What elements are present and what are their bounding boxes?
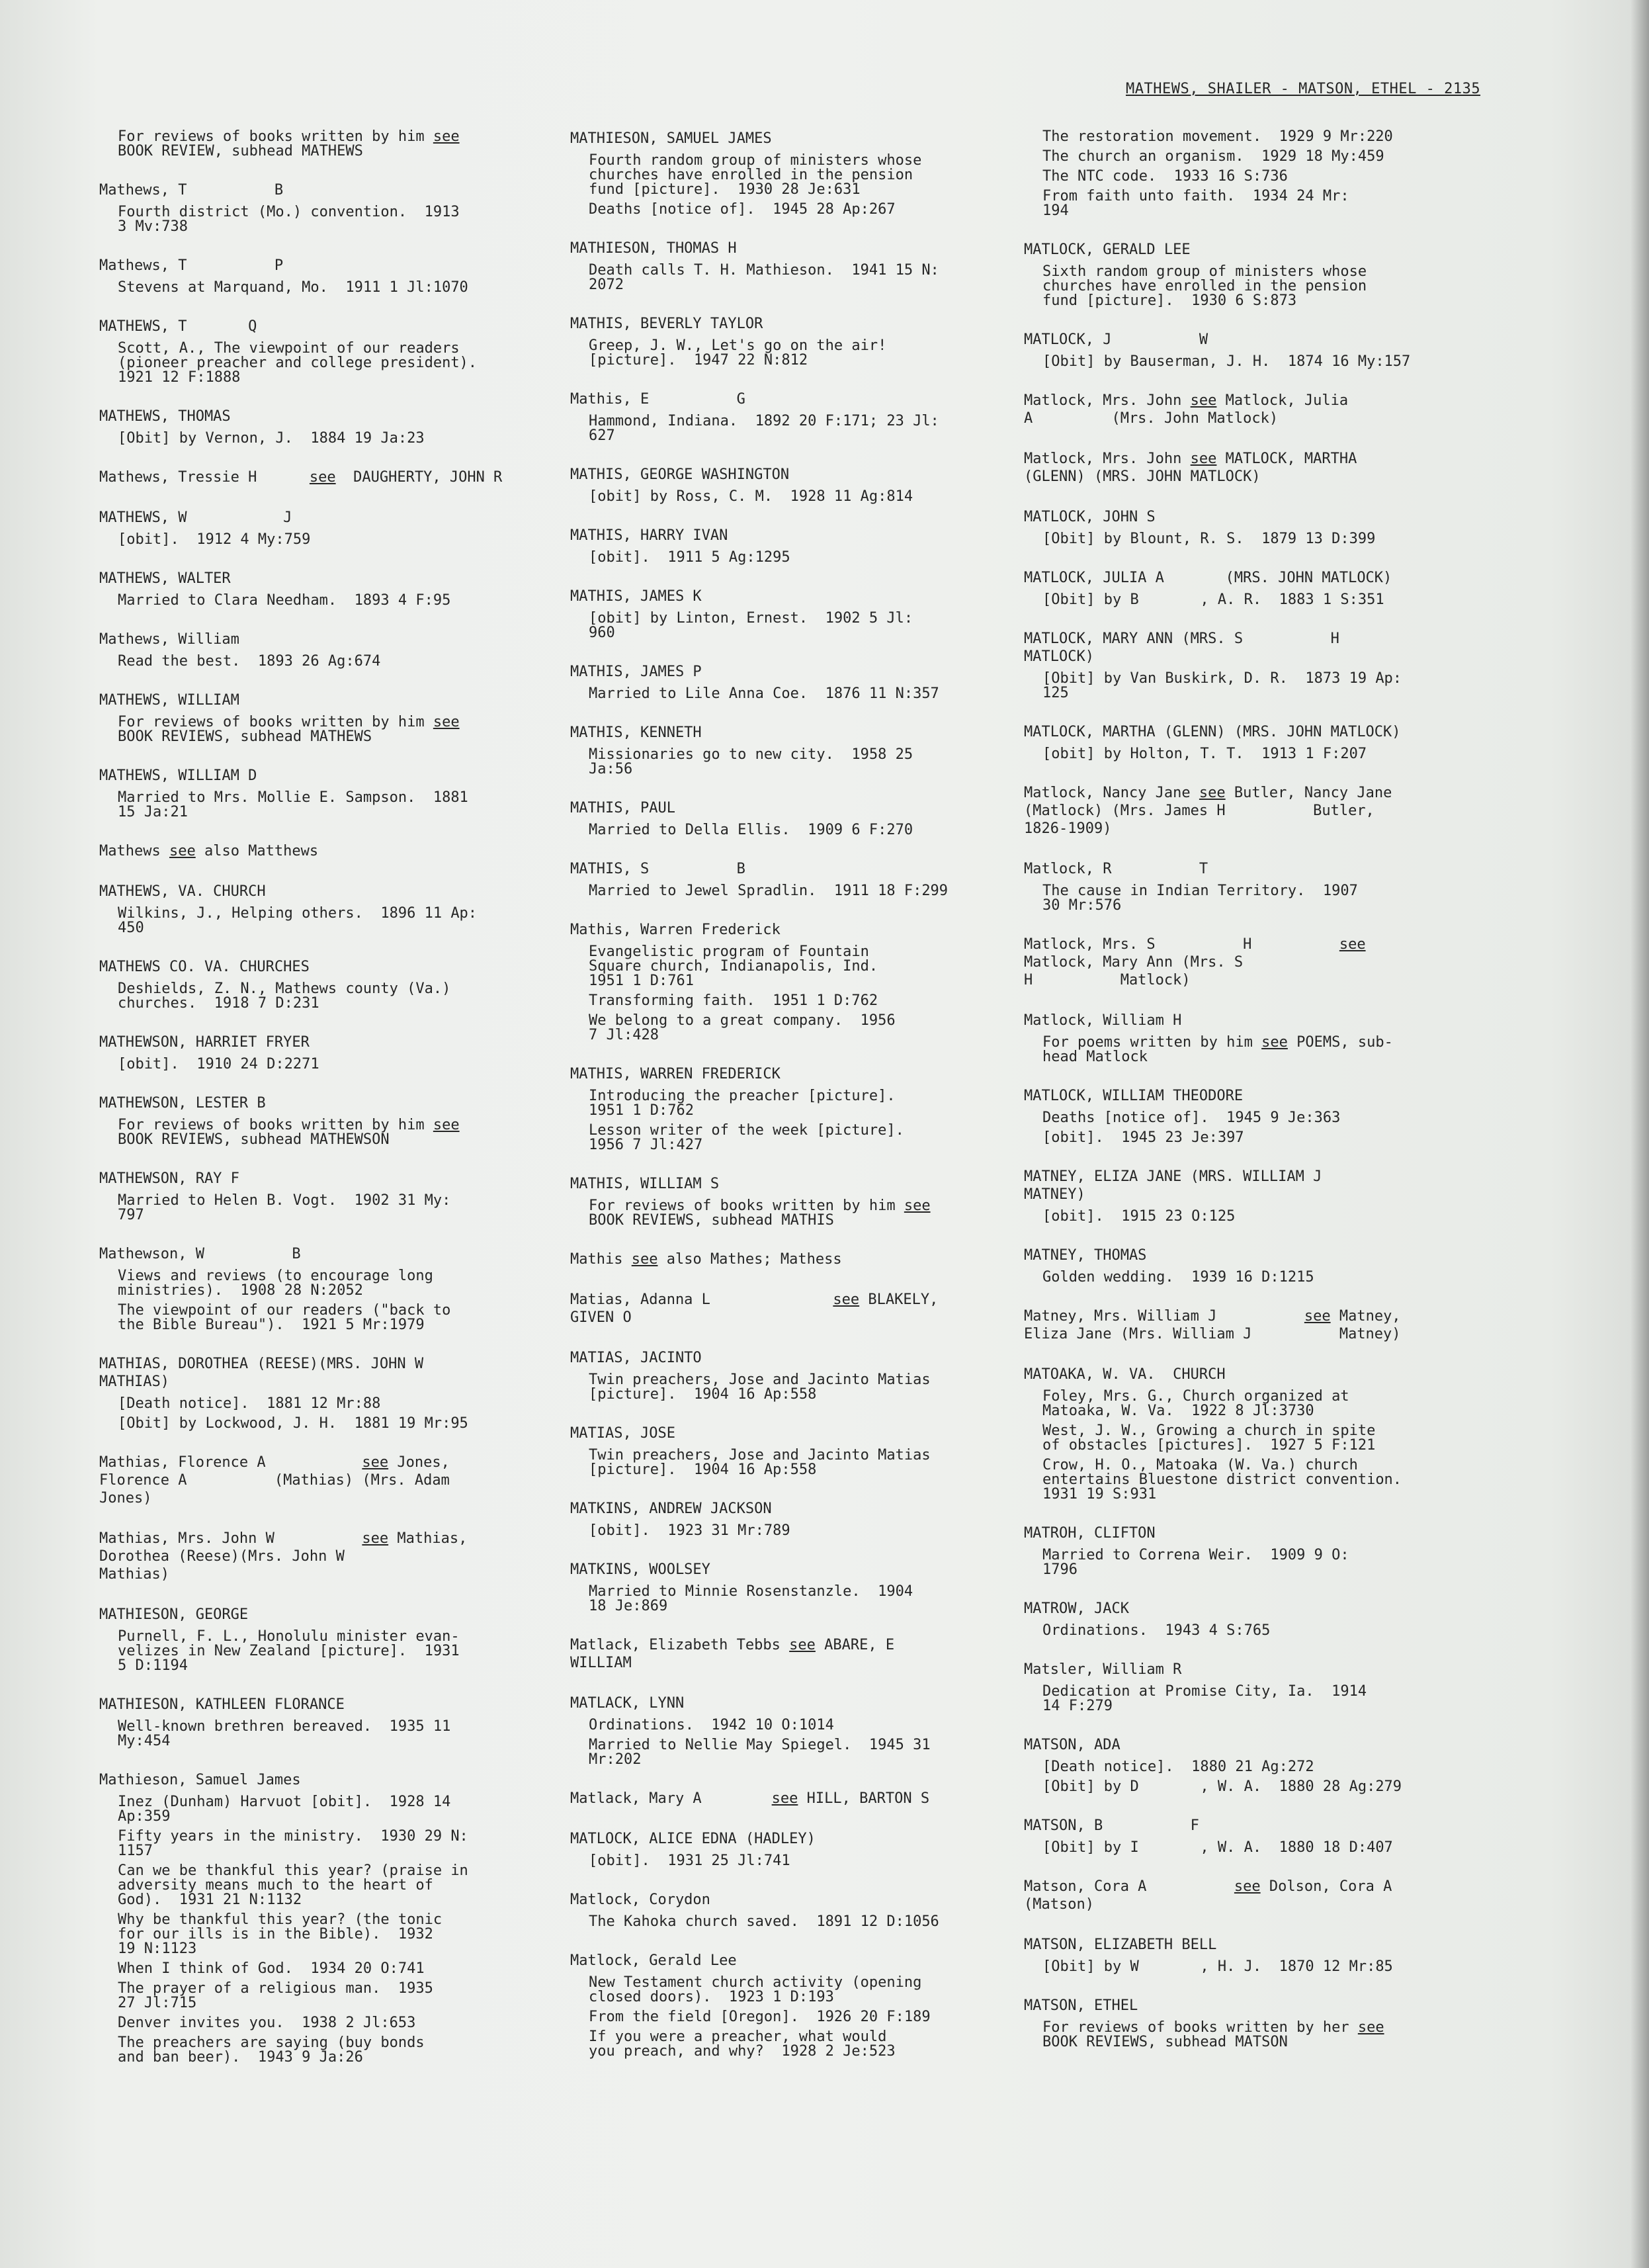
see-reference: see [362,1454,389,1471]
entry-heading: MATNEY, THOMAS [1024,1247,1147,1264]
see-reference: see [1234,1878,1261,1895]
see-reference: see [833,1291,860,1308]
see-reference: see [1261,1034,1288,1051]
entry-reference: Stevens at Marquand, Mo. 1911 1 Jl:1070 [118,279,468,296]
index-entry [570,588,1033,640]
index-entry [1024,1878,1500,1913]
entry-heading: MATIAS, JACINTO [570,1350,702,1366]
entry-reference: Married to Nellie May Spiegel. 1945 31 Mr:202 [589,1737,931,1768]
entry-reference: The viewpoint of our readers ("back to the Bible Bureau"). 1921 5 Mr:1979 [118,1302,451,1333]
entry-reference: Read the best. 1893 26 Ag:674 [118,653,381,670]
entry-heading: Matlock, Gerald Lee [570,1952,737,1969]
index-entry [1024,450,1500,486]
entry-heading: MATLOCK, JULIA A (MRS. JOHN MATLOCK) [1024,570,1392,586]
entry-heading: Mathis, Warren Frederick [570,922,781,938]
entry-reference: The Kahoka church saved. 1891 12 D:1056 [589,1913,939,1930]
entry-heading: Mathieson, Samuel James [99,1772,301,1788]
entry-reference: Deaths [notice of]. 1945 28 Ap:267 [589,201,896,218]
entry-heading: MATNEY, ELIZA JANE (MRS. WILLIAM J MATNEY) [1024,1168,1322,1203]
entry-reference: [Obit] by W , H. J. 1870 12 Mr:85 [1042,1958,1393,1975]
index-entry [1024,723,1500,762]
entry-reference: The preachers are saying (buy bonds and ban beer). 1943 9 Ja:26 [118,2034,425,2066]
entry-reference: Missionaries go to new city. 1958 25 Ja:56 [589,746,913,777]
entry-heading: MATHIS, GEORGE WASHINGTON [570,466,790,483]
index-entry [99,842,549,860]
see-reference: see [169,843,196,859]
entry-heading: MATHIESON, KATHLEEN FLORANCE [99,1696,345,1713]
index-entry [1024,1936,1500,1974]
entry-heading: MATHIS, HARRY IVAN [570,527,728,544]
entry-heading: Matsler, William R [1024,1661,1182,1678]
entry-heading: MATSON, B F [1024,1817,1199,1834]
entry-reference: Married to Jewel Spradlin. 1911 18 F:299 [589,883,949,899]
see-reference: see [1199,785,1226,801]
index-entry [1024,1736,1500,1794]
entry-reference: For reviews of books written by him see BOOK REVIEWS, subhead MATHIS [589,1198,931,1229]
see-reference: see [433,128,460,145]
index-entry [570,1830,1033,1868]
index-entry [99,883,549,936]
entry-heading: MATHIS, S B [570,861,745,877]
entry-reference: [Obit] by I , W. A. 1880 18 D:407 [1042,1839,1393,1856]
index-entry [570,724,1033,777]
index-entry [99,570,549,608]
entry-heading: Matson, Cora A see Dolson, Cora A (Matson) [1024,1878,1392,1913]
index-entry [1024,1817,1500,1855]
entry-heading: MATSON, ETHEL [1024,1997,1138,2014]
entry-reference: Evangelistic program of Fountain Square church, Indianapolis, Ind. 1951 1 D:761 [589,943,878,989]
index-entry [99,408,549,446]
index-entry [99,631,549,669]
index-entry [570,1349,1033,1402]
entry-reference: Golden wedding. 1939 16 D:1215 [1042,1269,1314,1286]
index-entry [570,390,1033,443]
entry-reference: [obit]. 1912 4 My:759 [118,531,311,548]
index-entry [99,257,549,295]
see-reference: see [1190,392,1217,409]
entry-reference: For reviews of books written by him see BOOK REVIEW, subhead MATHEWS [118,128,460,159]
index-entry [1024,1087,1500,1145]
entry-heading: MATHEWSON, HARRIET FRYER [99,1034,310,1051]
entry-reference: [Death notice]. 1880 21 Ag:272 [1042,1759,1314,1775]
see-reference: see [1339,936,1366,953]
entry-heading: Mathews, T P [99,257,284,274]
entry-reference: Transforming faith. 1951 1 D:762 [589,992,878,1009]
index-entry [99,509,549,547]
entry-reference: Hammond, Indiana. 1892 20 F:171; 23 Jl: 627 [589,413,939,444]
entry-heading: Mathews, Tressie H see DAUGHERTY, JOHN R [99,469,503,486]
index-entry [99,1245,549,1332]
entry-heading: MATHEWS, VA. CHURCH [99,883,266,900]
entry-reference: Lesson writer of the week [picture]. 1956 7 Jl:427 [589,1122,904,1153]
entry-heading: Matlock, Mrs. S H see Matlock, Mary Ann (Mrs. S H Matlock) [1024,936,1366,988]
entry-reference: Twin preachers, Jose and Jacinto Matias [picture]. 1904 16 Ap:558 [589,1372,931,1403]
see-reference: see [433,714,460,730]
entry-reference: [obit]. 1945 23 Je:397 [1042,1129,1244,1146]
entry-reference: Crow, H. O., Matoaka (W. Va.) church entertains Bluestone district convention. 1931 19 S:931 [1042,1457,1402,1503]
index-entry [570,1175,1033,1228]
entry-reference: [Obit] by D , W. A. 1880 28 Ag:279 [1042,1778,1402,1795]
entry-heading: MATLOCK, MARTHA (GLENN) (MRS. JOHN MATLOCK) [1024,724,1401,740]
index-entry [1024,241,1500,308]
index-entry [1024,1600,1500,1638]
entry-reference: Fourth random group of ministers whose churches have enrolled in the pension fund [picture]. 1930 28 Je:631 [589,152,922,198]
entry-reference: Married to Correna Weir. 1909 9 O: 1796 [1042,1547,1349,1578]
entry-heading: MATHEWSON, RAY F [99,1170,239,1187]
entry-heading: MATHIS, JAMES P [570,664,702,680]
entry-reference: [Obit] by Vernon, J. 1884 19 Ja:23 [118,430,425,447]
entry-reference: The NTC code. 1933 16 S:736 [1042,168,1288,185]
entry-heading: MATROH, CLIFTON [1024,1525,1156,1542]
entry-reference: Foley, Mrs. G., Church organized at Matoaka, W. Va. 1922 8 Jl:3730 [1042,1388,1349,1419]
entry-reference: The cause in Indian Territory. 1907 30 Mr:576 [1042,883,1358,914]
entry-heading: MATOAKA, W. VA. CHURCH [1024,1366,1226,1383]
entry-heading: MATHEWS CO. VA. CHURCHES [99,959,310,975]
index-entry [99,1170,549,1223]
entry-reference: [Obit] by Van Buskirk, D. R. 1873 19 Ap: 125 [1042,670,1402,701]
see-reference: see [771,1790,798,1807]
entry-heading: MATLOCK, WILLIAM THEODORE [1024,1088,1244,1104]
entry-heading: Mathews, T B [99,182,284,198]
entry-heading: MATLACK, LYNN [570,1695,685,1712]
entry-reference: Fifty years in the ministry. 1930 29 N: 1157 [118,1828,468,1859]
entry-reference: Scott, A., The viewpoint of our readers (pioneer preacher and college president). 1921 12 F:1888 [118,340,478,386]
entry-heading: MATHEWS, WALTER [99,570,231,587]
entry-reference: [obit] by Ross, C. M. 1928 11 Ag:814 [589,488,913,505]
index-entry [99,958,549,1011]
see-reference: see [631,1251,658,1268]
entry-heading: Matlack, Mary A see HILL, BARTON S [570,1790,930,1807]
entry-reference: [obit]. 1931 25 Jl:741 [589,1853,790,1869]
index-entry [1024,1366,1500,1502]
page-header: MATHEWS, SHAILER - MATSON, ETHEL - 2135 [1126,81,1481,97]
entry-reference: Sixth random group of ministers whose churches have enrolled in the pension fund [picture]. 1930 6 S:873 [1042,263,1367,309]
entry-heading: MATHEWS, T Q [99,318,257,335]
entry-heading: MATHIS, JAMES K [570,588,702,605]
entry-heading: Matlock, Nancy Jane see Butler, Nancy Jane (Matlock) (Mrs. James H Butler, 1826-1909) [1024,785,1392,837]
see-reference: see [789,1637,816,1653]
entry-reference: [Obit] by Bauserman, J. H. 1874 16 My:157 [1042,353,1411,370]
entry-reference: Married to Helen B. Vogt. 1902 31 My: 797 [118,1192,451,1223]
index-entry [570,1065,1033,1153]
entry-heading: Mathias, Florence A see Jones, Florence A (Mathias) (Mrs. Adam Jones) [99,1454,450,1506]
entry-heading: Matney, Mrs. William J see Matney, Eliza Jane (Mrs. William J Matney) [1024,1308,1401,1342]
index-column-2 [570,130,1033,2081]
entry-reference: [Death notice]. 1881 12 Mr:88 [118,1395,381,1412]
index-entry [1024,1307,1500,1343]
index-entry [99,468,549,486]
entry-reference: The prayer of a religious man. 1935 27 Jl:715 [118,1980,433,2011]
entry-reference: [Obit] by Blount, R. S. 1879 13 D:399 [1042,531,1376,547]
entry-heading: MATKINS, ANDREW JACKSON [570,1501,772,1517]
entry-heading: Mathis see also Mathes; Mathess [570,1251,842,1268]
entry-reference: If you were a preacher, what would you preach, and why? 1928 2 Je:523 [589,2028,896,2060]
entry-reference: West, J. W., Growing a church in spite of obstacles [pictures]. 1927 5 F:121 [1042,1422,1376,1454]
index-entry [570,527,1033,565]
entry-heading: MATHIS, WARREN FREDERICK [570,1066,781,1082]
index-entry [99,691,549,744]
entry-reference: When I think of God. 1934 20 O:741 [118,1960,425,1977]
entry-reference: From the field [Oregon]. 1926 20 F:189 [589,2009,931,2025]
entry-reference: Married to Mrs. Mollie E. Sampson. 1881 15 Ja:21 [118,789,468,820]
index-entry [1024,1661,1500,1714]
see-reference: see [1357,2019,1384,2036]
index-entry [99,1355,549,1431]
index-entry [570,240,1033,292]
index-entry [570,1291,1033,1327]
index-entry [99,1033,549,1072]
index-entry [570,663,1033,701]
index-entry [570,1250,1033,1268]
entry-reference: Ordinations. 1943 4 S:765 [1042,1622,1271,1639]
index-entry [1024,784,1500,838]
entry-heading: MATHIAS, DOROTHEA (REESE)(MRS. JOHN W MATHIAS) [99,1356,424,1390]
index-entry [99,1454,549,1507]
entry-heading: MATHIS, KENNETH [570,724,702,741]
entry-heading: MATHEWS, WILLIAM D [99,767,257,784]
entry-heading: MATSON, ADA [1024,1737,1120,1753]
entry-heading: Matlock, R T [1024,861,1208,877]
entry-heading: MATLOCK, J W [1024,331,1208,348]
index-entry [1024,569,1500,607]
entry-reference: For reviews of books written by him see BOOK REVIEWS, subhead MATHEWS [118,714,460,745]
entry-reference: For reviews of books written by her see BOOK REVIEWS, subhead MATSON [1042,2019,1384,2050]
entry-heading: MATHEWS, W J [99,509,292,526]
entry-heading: MATHIESON, GEORGE [99,1606,249,1623]
entry-reference: Married to Clara Needham. 1893 4 F:95 [118,592,451,609]
entry-heading: Mathewson, W B [99,1246,301,1262]
index-entry [1024,630,1500,701]
entry-reference: For poems written by him see POEMS, sub- head Matlock [1042,1034,1393,1065]
entry-heading: MATIAS, JOSE [570,1425,675,1442]
index-entry [570,1790,1033,1808]
index-column-3 [1024,130,1500,2072]
entry-reference: We belong to a great company. 1956 7 Jl:428 [589,1012,896,1043]
index-entry [99,130,549,159]
entry-reference: Married to Minnie Rosenstanzle. 1904 18 Je:869 [589,1583,913,1614]
index-entry [570,799,1033,838]
index-entry [1024,1168,1500,1224]
entry-reference: Inez (Dunham) Harvuot [obit]. 1928 14 Ap:359 [118,1794,451,1825]
entry-reference: Deshields, Z. N., Mathews county (Va.) churches. 1918 7 D:231 [118,981,451,1012]
see-reference: see [904,1198,931,1214]
index-entry [99,1696,549,1749]
index-entry [570,1636,1033,1672]
entry-reference: Can we be thankful this year? (praise in adversity means much to the heart of God). 1931 21 N:1132 [118,1862,468,1908]
index-entry [1024,331,1500,369]
entry-heading: Matias, Adanna L see BLAKELY, GIVEN O [570,1291,939,1326]
index-entry [570,466,1033,504]
entry-reference: Wilkins, J., Helping others. 1896 11 Ap: 450 [118,905,478,936]
entry-reference: New Testament church activity (opening closed doors). 1923 1 D:193 [589,1974,922,2005]
entry-heading: Matlock, Mrs. John see Matlock, Julia A (Mrs. John Matlock) [1024,392,1349,427]
index-entry [1024,392,1500,427]
index-entry [1024,860,1500,913]
entry-reference: Well-known brethren bereaved. 1935 11 My:454 [118,1718,451,1749]
entry-reference: Married to Lile Anna Coe. 1876 11 N:357 [589,685,939,702]
index-entry [99,181,549,234]
entry-heading: Matlack, Elizabeth Tebbs see ABARE, E WILLIAM [570,1637,895,1671]
entry-heading: MATHIESON, THOMAS H [570,240,737,257]
page-edge-shadow [1630,0,1649,2268]
entry-heading: MATHIS, BEVERLY TAYLOR [570,316,763,332]
index-entry [99,1094,549,1147]
entry-reference: [obit]. 1910 24 D:2271 [118,1056,319,1072]
entry-heading: MATROW, JACK [1024,1600,1129,1617]
index-entry [570,1424,1033,1477]
index-entry [99,318,549,385]
entry-heading: MATHEWS, WILLIAM [99,692,239,709]
entry-reference: Fourth district (Mo.) convention. 1913 3 Mv:738 [118,204,460,235]
index-entry [1024,1524,1500,1577]
index-column-1 [99,130,549,2087]
index-entry [1024,1246,1500,1285]
entry-reference: Death calls T. H. Mathieson. 1941 15 N: 2072 [589,262,939,293]
entry-heading: MATHIS, WILLIAM S [570,1176,720,1192]
entry-reference: Introducing the preacher [picture]. 1951 1 D:762 [589,1088,896,1119]
see-reference: see [362,1530,389,1547]
index-entry [570,1500,1033,1538]
index-entry [570,1694,1033,1767]
index-entry [99,1530,549,1583]
see-reference: see [1304,1308,1331,1325]
entry-reference: Greep, J. W., Let's go on the air! [picture]. 1947 22 N:812 [589,337,887,369]
entry-heading: MATLOCK, ALICE EDNA (HADLEY) [570,1831,816,1847]
entry-heading: MATLOCK, GERALD LEE [1024,241,1191,258]
entry-heading: Matlock, William H [1024,1012,1182,1029]
entry-reference: [Obit] by B , A. R. 1883 1 S:351 [1042,591,1384,608]
entry-reference: Twin preachers, Jose and Jacinto Matias [picture]. 1904 16 Ap:558 [589,1447,931,1478]
index-entry [1024,130,1500,218]
entry-heading: Mathews see also Matthews [99,843,319,859]
entry-heading: Mathis, E G [570,391,745,408]
entry-reference: [obit]. 1923 31 Mr:789 [589,1522,790,1539]
index-entry [570,1561,1033,1614]
entry-heading: Matlock, Corydon [570,1892,710,1908]
entry-reference: The restoration movement. 1929 9 Mr:220 [1042,128,1393,145]
entry-reference: Dedication at Promise City, Ia. 1914 14 F:279 [1042,1683,1367,1714]
entry-heading: MATHEWS, THOMAS [99,408,231,425]
entry-reference: Why be thankful this year? (the tonic for our ills is in the Bible). 1932 19 N:1123 [118,1911,443,1957]
see-reference: see [433,1117,460,1133]
see-reference: see [309,469,336,486]
see-reference: see [1190,451,1217,467]
entry-reference: [obit]. 1915 23 O:125 [1042,1208,1236,1225]
entry-heading: MATHEWSON, LESTER B [99,1095,266,1112]
index-entry [570,315,1033,368]
entry-heading: Mathews, William [99,631,239,648]
entry-heading: MATLOCK, MARY ANN (MRS. S H MATLOCK) [1024,631,1339,665]
entry-heading: MATSON, ELIZABETH BELL [1024,1937,1217,1953]
index-entry [570,130,1033,217]
entry-heading: MATLOCK, JOHN S [1024,509,1156,525]
entry-reference: [obit] by Holton, T. T. 1913 1 F:207 [1042,746,1367,762]
index-entry [99,767,549,820]
entry-reference: [Obit] by Lockwood, J. H. 1881 19 Mr:95 [118,1415,468,1432]
entry-reference: Deaths [notice of]. 1945 9 Je:363 [1042,1110,1341,1126]
entry-reference: The church an organism. 1929 18 My:459 [1042,148,1384,165]
index-entry [570,1952,1033,2059]
index-entry [570,860,1033,898]
entry-reference: [obit]. 1911 5 Ag:1295 [589,549,790,566]
entry-reference: From faith unto faith. 1934 24 Mr: 194 [1042,188,1349,219]
entry-reference: Married to Della Ellis. 1909 6 F:270 [589,822,913,838]
index-entry [1024,1012,1500,1065]
index-entry [570,921,1033,1043]
index-entry [99,1606,549,1673]
entry-reference: For reviews of books written by him see BOOK REVIEWS, subhead MATHEWSON [118,1117,460,1148]
index-entry [1024,1997,1500,2050]
entry-reference: [obit] by Linton, Ernest. 1902 5 Jl: 960 [589,610,913,641]
index-entry [99,1771,549,2065]
entry-reference: Ordinations. 1942 10 O:1014 [589,1717,834,1733]
entry-heading: MATHIESON, SAMUEL JAMES [570,130,772,147]
entry-reference: Denver invites you. 1938 2 Jl:653 [118,2015,416,2031]
index-entry [570,1891,1033,1929]
index-entry [1024,936,1500,989]
entry-reference: Purnell, F. L., Honolulu minister evan- velizes in New Zealand [picture]. 1931 5 D:1194 [118,1628,460,1674]
index-entry [1024,508,1500,546]
entry-heading: MATKINS, WOOLSEY [570,1561,710,1578]
entry-heading: Mathias, Mrs. John W see Mathias, Dorothea (Reese)(Mrs. John W Mathias) [99,1530,468,1583]
entry-heading: MATHIS, PAUL [570,800,675,816]
entry-reference: Views and reviews (to encourage long ministries). 1908 28 N:2052 [118,1268,433,1299]
entry-heading: Matlock, Mrs. John see MATLOCK, MARTHA (GLENN) (MRS. JOHN MATLOCK) [1024,451,1357,485]
